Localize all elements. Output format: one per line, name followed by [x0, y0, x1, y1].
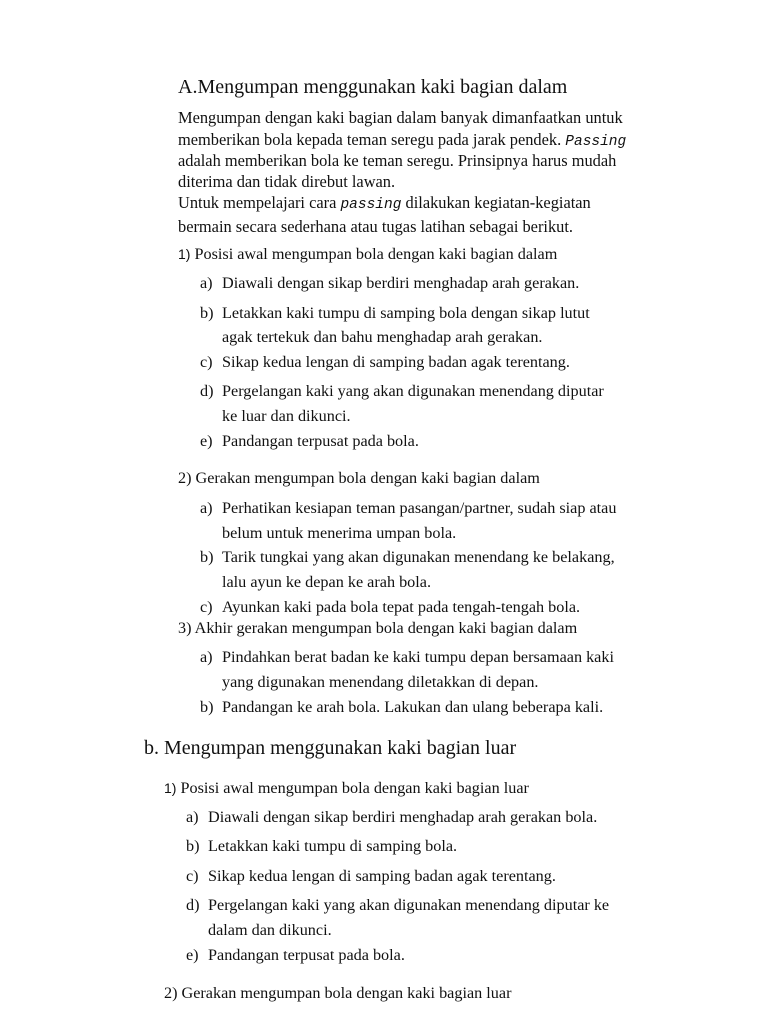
list-item: c) Sikap kedua lengan di samping badan agak terentang.: [200, 353, 570, 371]
list-item: a) Perhatikan kesiapan teman pasangan/partner, sudah siap atau: [200, 499, 617, 517]
list-item: c) Ayunkan kaki pada bola tepat pada tengah-tengah bola.: [200, 598, 581, 616]
step-a3-number: 3): [178, 619, 192, 637]
list-item: a) Diawali dengan sikap berdiri menghadap arah gerakan.: [200, 274, 580, 292]
list-item: b) Pandangan ke arah bola. Lakukan dan ulang beberapa kali.: [200, 698, 604, 716]
step-b1-title: Posisi awal mengumpan bola dengan kaki bagian luar: [180, 779, 529, 797]
step-a1: [178, 245, 557, 264]
intro-line-5: [178, 192, 591, 217]
list-item-continuation: belum untuk menerima umpan bola.: [222, 524, 457, 542]
intro-term-passing: Passing: [565, 134, 627, 150]
intro-line-4: diterima dan tidak direbut lawan.: [178, 172, 396, 191]
intro-line-5-pre: Untuk mempelajari cara: [178, 193, 337, 212]
step-a1-title: Posisi awal mengumpan bola dengan kaki bagian dalam: [194, 245, 558, 263]
step-a2-number: 2): [178, 469, 192, 487]
step-b2-number: 2): [164, 984, 178, 1002]
step-a2: [178, 469, 540, 488]
list-item-continuation: dalam dan dikunci.: [208, 921, 332, 939]
list-item: d) Pergelangan kaki yang akan digunakan menendang diputar: [200, 382, 604, 400]
intro-line-2-text: memberikan bola kepada teman seregu pada jarak pendek.: [178, 130, 562, 149]
list-item-continuation: yang digunakan menendang diletakkan di depan.: [222, 673, 539, 691]
list-item: e) Pandangan terpusat pada bola.: [186, 946, 405, 964]
intro-term-passing-2: passing: [340, 197, 402, 213]
step-b1-number: 1): [164, 780, 177, 796]
list-item: b) Letakkan kaki tumpu di samping bola dengan sikap lutut: [200, 304, 590, 322]
step-b1: [164, 779, 529, 798]
list-item-continuation: agak tertekuk dan bahu menghadap arah gerakan.: [222, 328, 543, 346]
step-a3-title: Akhir gerakan mengumpan bola dengan kaki bagian dalam: [194, 619, 578, 637]
intro-line-6: bermain secara sederhana atau tugas latihan sebagai berikut.: [178, 217, 574, 236]
intro-line-3: adalah memberikan bola ke teman seregu. Prinsipnya harus mudah: [178, 151, 617, 170]
intro-line-1: Mengumpan dengan kaki bagian dalam banyak dimanfaatkan untuk: [178, 108, 623, 127]
step-a1-number: 1): [178, 246, 191, 262]
list-item-continuation: lalu ayun ke depan ke arah bola.: [222, 573, 431, 591]
step-b2-title: Gerakan mengumpan bola dengan kaki bagian luar: [181, 984, 512, 1002]
list-item: e) Pandangan terpusat pada bola.: [200, 432, 419, 450]
list-item: a) Pindahkan berat badan ke kaki tumpu depan bersamaan kaki: [200, 648, 614, 666]
step-a2-title: Gerakan mengumpan bola dengan kaki bagian dalam: [195, 469, 540, 487]
step-a3: [178, 619, 577, 638]
intro-line-5-post: dilakukan kegiatan-kegiatan: [405, 193, 591, 212]
list-item: a) Diawali dengan sikap berdiri menghadap arah gerakan bola.: [186, 808, 598, 826]
section-b-heading: b. Mengumpan menggunakan kaki bagian luar: [144, 737, 517, 759]
step-b2: [164, 984, 511, 1003]
list-item: c) Sikap kedua lengan di samping badan agak terentang.: [186, 867, 556, 885]
section-a-heading: A.Mengumpan menggunakan kaki bagian dalam: [178, 76, 568, 98]
list-item-continuation: ke luar dan dikunci.: [222, 407, 351, 425]
list-item: b) Letakkan kaki tumpu di samping bola.: [186, 837, 458, 855]
list-item: b) Tarik tungkai yang akan digunakan menendang ke belakang,: [200, 548, 615, 566]
list-item: d) Pergelangan kaki yang akan digunakan menendang diputar ke: [186, 896, 610, 914]
